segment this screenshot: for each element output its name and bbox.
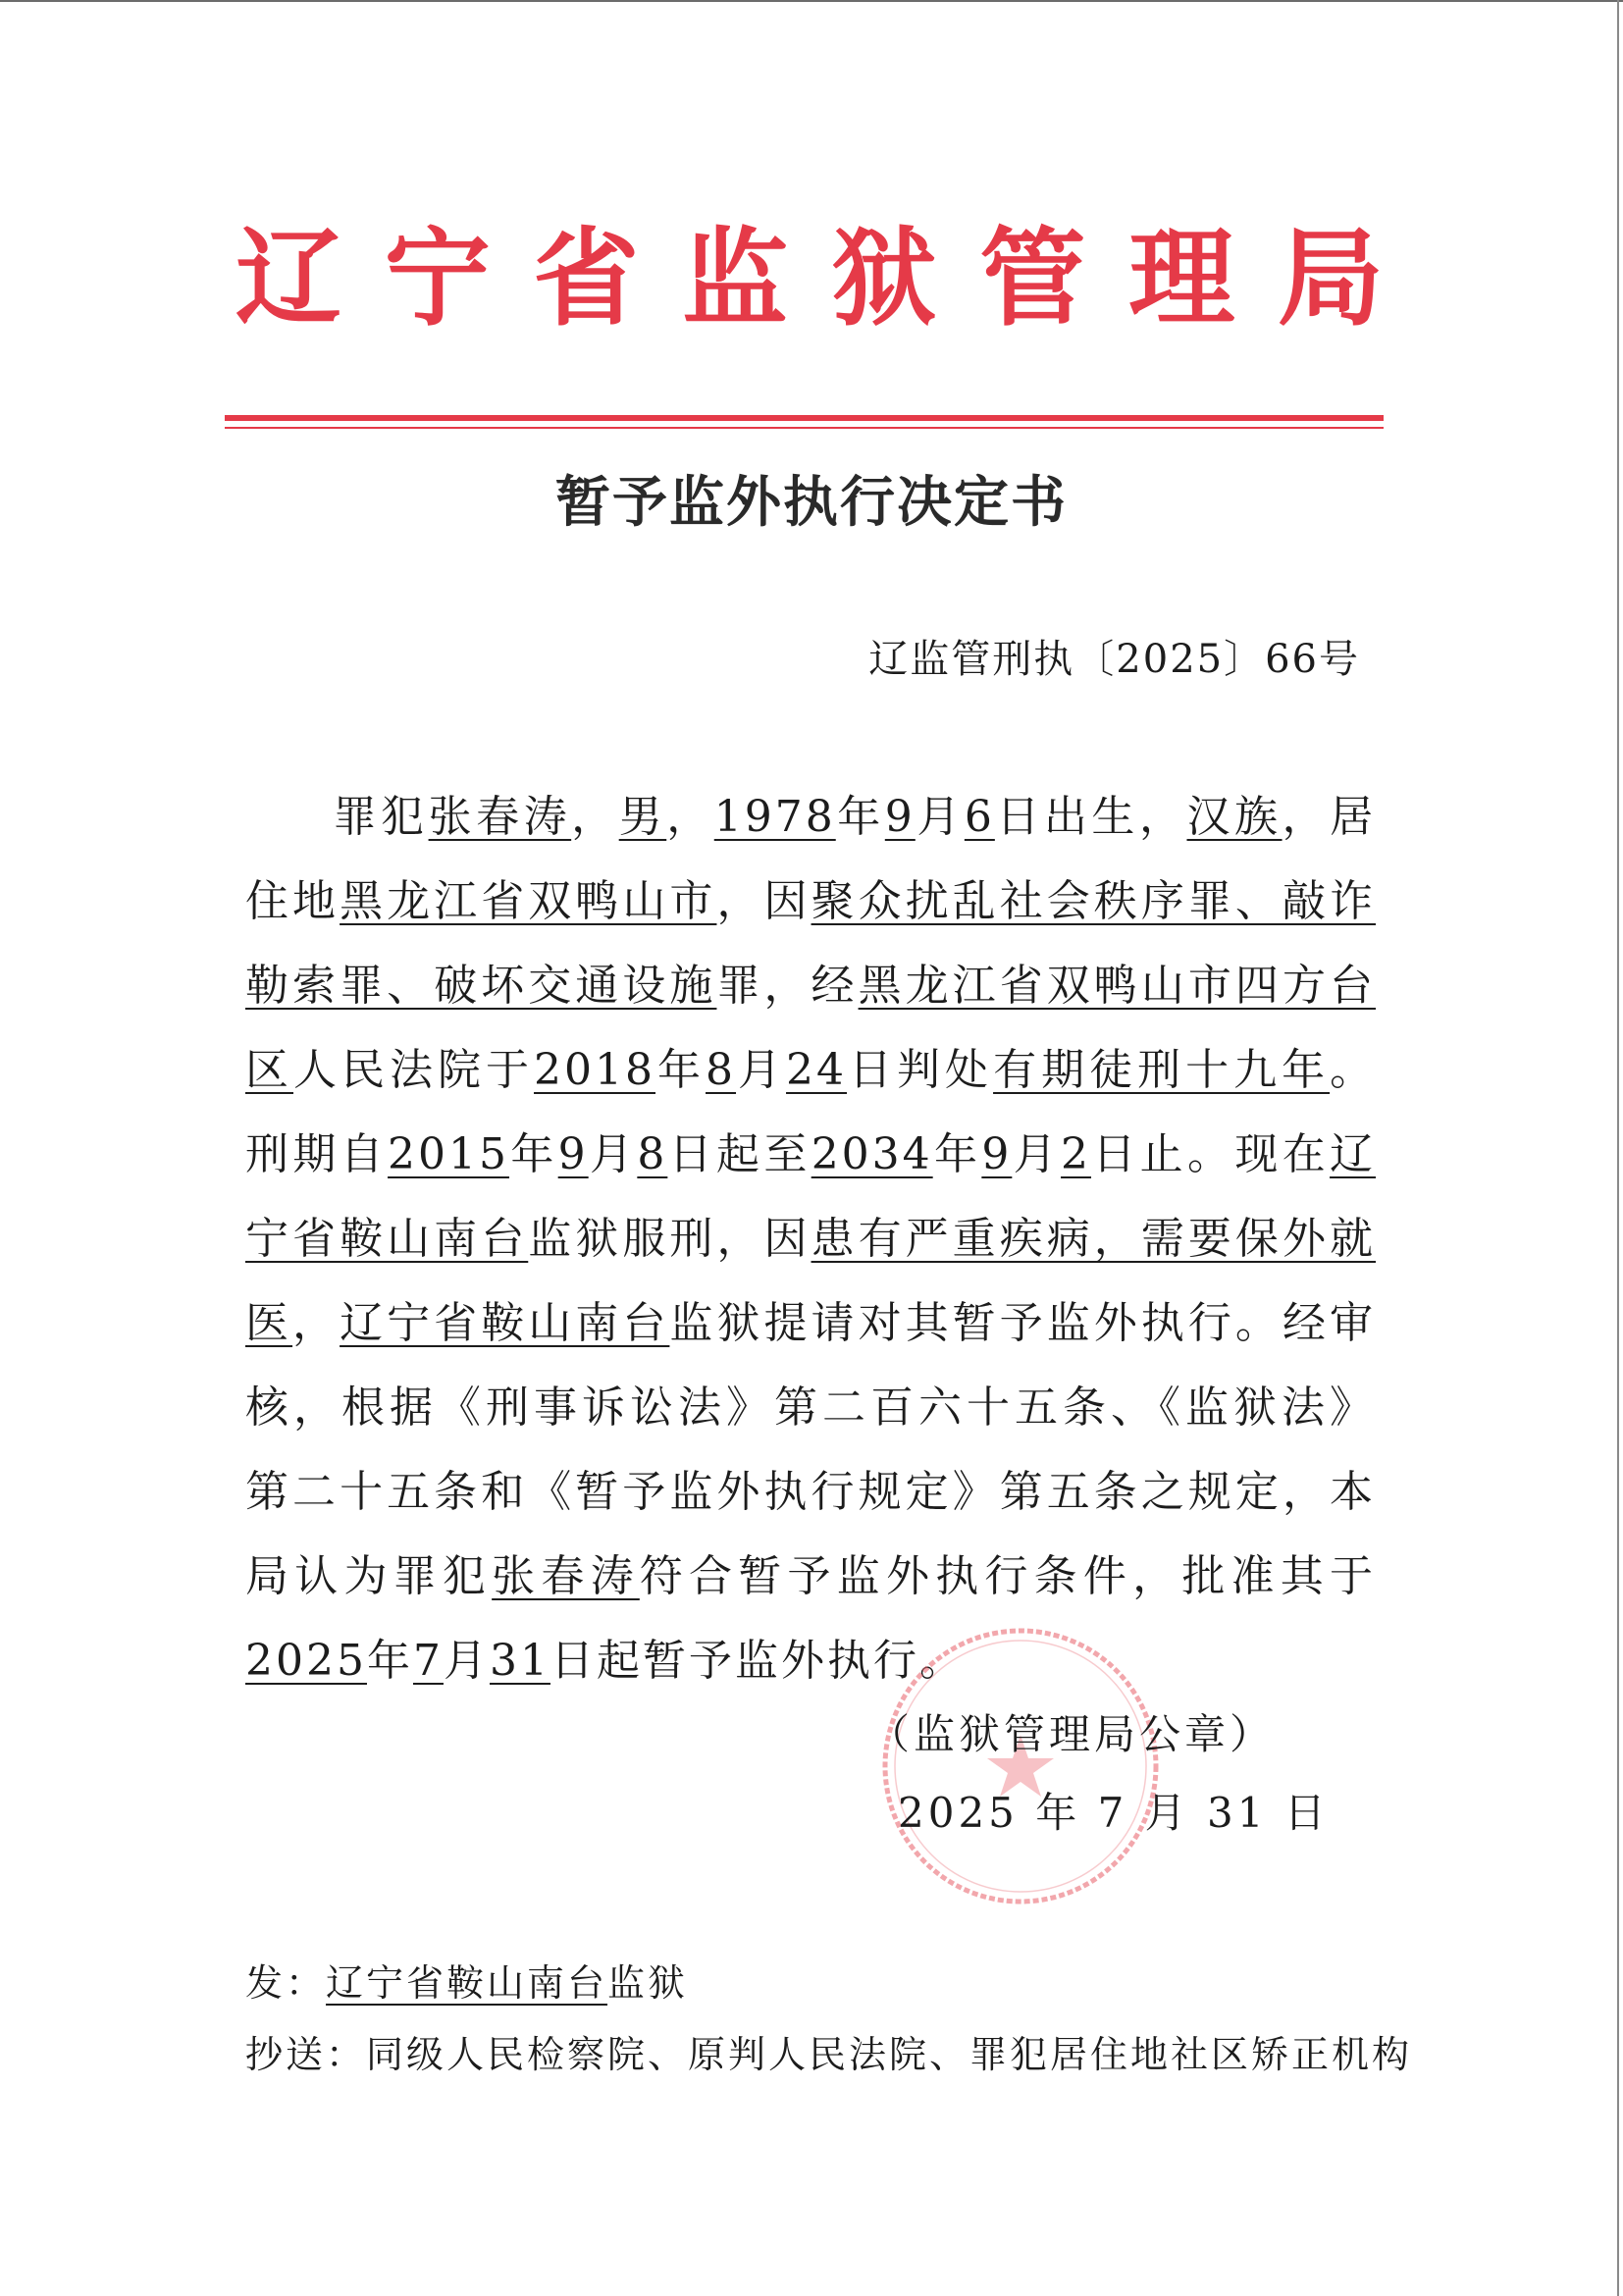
issuer-char: 局 xyxy=(1277,218,1384,340)
text-run: 年 xyxy=(835,792,885,842)
text-run: ， xyxy=(571,792,619,842)
release-reason: 患有严重疾病，需要保外就医 xyxy=(245,1214,1377,1348)
judgment-year: 2018 xyxy=(534,1045,656,1095)
text-run: 监狱服刑，因 xyxy=(528,1214,812,1264)
send-label: 发： xyxy=(245,1961,327,2005)
issuer-char: 狱 xyxy=(830,218,937,340)
term-end-year: 2034 xyxy=(811,1129,933,1179)
text-run: ，因 xyxy=(716,876,812,926)
text-run: 日止。现在 xyxy=(1091,1129,1331,1179)
cc-label: 抄送： xyxy=(245,2033,367,2076)
prisoner-gender: 男 xyxy=(618,792,667,842)
text-run: 月 xyxy=(1012,1129,1062,1179)
send-to-line xyxy=(245,1953,688,2007)
term-end-month: 9 xyxy=(981,1129,1013,1179)
text-run: 月 xyxy=(443,1636,490,1686)
birth-day: 6 xyxy=(964,792,995,842)
seal-note: （监狱管理局公章） xyxy=(868,1710,1276,1758)
text-run: 人民法院于 xyxy=(293,1045,535,1095)
approval-day: 31 xyxy=(489,1636,550,1686)
cc-line xyxy=(245,2024,1412,2078)
cc-recipients: 同级人民检察院、原判人民法院、罪犯居住地社区矫正机构 xyxy=(366,2033,1413,2076)
text-run: 监狱提请对其暂予监外执行。经审核，根据《刑事诉讼法》第二百六十五条、《监狱法》第二十五条和《暂予监外执行规定》第五条之规定，本局认为罪犯 xyxy=(245,1298,1377,1601)
text-run: 月 xyxy=(588,1129,638,1179)
text-run: 年 xyxy=(509,1129,558,1179)
prisoner-ethnicity: 汉族 xyxy=(1186,792,1283,842)
text-run: 罪，经 xyxy=(716,961,859,1011)
prisoner-name: 张春涛 xyxy=(428,792,572,842)
prison-name: 辽宁省鞍山南台 xyxy=(340,1298,670,1348)
issuer-char: 省 xyxy=(533,218,640,340)
birth-year: 1978 xyxy=(713,792,836,842)
prisoner-name: 张春涛 xyxy=(492,1551,640,1601)
text-run: ， xyxy=(666,792,714,842)
crimes: 聚众扰乱社会秩序罪、敲诈勒索罪、破坏交通设施 xyxy=(245,876,1377,1011)
text-run: 月 xyxy=(736,1045,787,1095)
birth-month: 9 xyxy=(884,792,916,842)
issuer-header xyxy=(236,211,1384,348)
official-seal xyxy=(873,1619,1168,1913)
term-end-day: 2 xyxy=(1061,1129,1092,1179)
document-title: 暂予监外执行决定书 xyxy=(555,470,1068,535)
issuer-char: 理 xyxy=(1128,218,1235,340)
scan-edge-right xyxy=(1617,0,1619,2296)
term-start-month: 9 xyxy=(557,1129,589,1179)
text-run: 年 xyxy=(366,1636,413,1686)
text-run: 年 xyxy=(655,1045,707,1095)
judgment-month: 8 xyxy=(706,1045,737,1095)
issuer-char: 监 xyxy=(682,218,789,340)
text-run: 日起暂予监外执行。 xyxy=(550,1636,966,1686)
text-run: 月 xyxy=(915,792,965,842)
text-run: 日判处 xyxy=(847,1045,994,1095)
text-run: 。刑期自 xyxy=(245,1045,1377,1179)
send-recipient: 辽宁省鞍山南台 xyxy=(326,1961,608,2005)
judgment-day: 24 xyxy=(786,1045,848,1095)
term-start-year: 2015 xyxy=(388,1129,509,1179)
issuer-char: 宁 xyxy=(384,218,491,340)
court-name: 黑龙江省双鸭山市四方台区 xyxy=(245,961,1377,1095)
prison-name: 辽宁省鞍山南台 xyxy=(245,1129,1377,1264)
text-run: 年 xyxy=(932,1129,982,1179)
decision-body xyxy=(245,775,1376,1703)
sentence: 有期徒刑十九年 xyxy=(993,1045,1331,1095)
header-rule-thick xyxy=(225,415,1384,421)
issuer-char: 辽 xyxy=(236,218,342,340)
text-run: 罪犯 xyxy=(332,792,429,842)
send-suffix: 监狱 xyxy=(607,1961,689,2005)
issuer-char: 管 xyxy=(979,218,1086,340)
text-run: 日出生， xyxy=(994,792,1187,842)
approval-year: 2025 xyxy=(245,1636,367,1686)
document-number: 辽监管刑执〔2025〕66号 xyxy=(868,637,1360,682)
text-run: ，居住地 xyxy=(245,792,1377,926)
header-rule-thin xyxy=(225,427,1384,429)
issue-date: 2025 年 7 月 31 日 xyxy=(898,1789,1330,1837)
approval-month: 7 xyxy=(412,1636,444,1686)
text-run: 日起至 xyxy=(667,1129,812,1179)
prisoner-residence: 黑龙江省双鸭山市 xyxy=(340,876,717,926)
term-start-day: 8 xyxy=(637,1129,668,1179)
scan-edge-top xyxy=(0,0,1623,2)
text-run: 符合暂予监外执行条件，批准其于 xyxy=(639,1551,1377,1601)
text-run: ， xyxy=(292,1298,340,1348)
